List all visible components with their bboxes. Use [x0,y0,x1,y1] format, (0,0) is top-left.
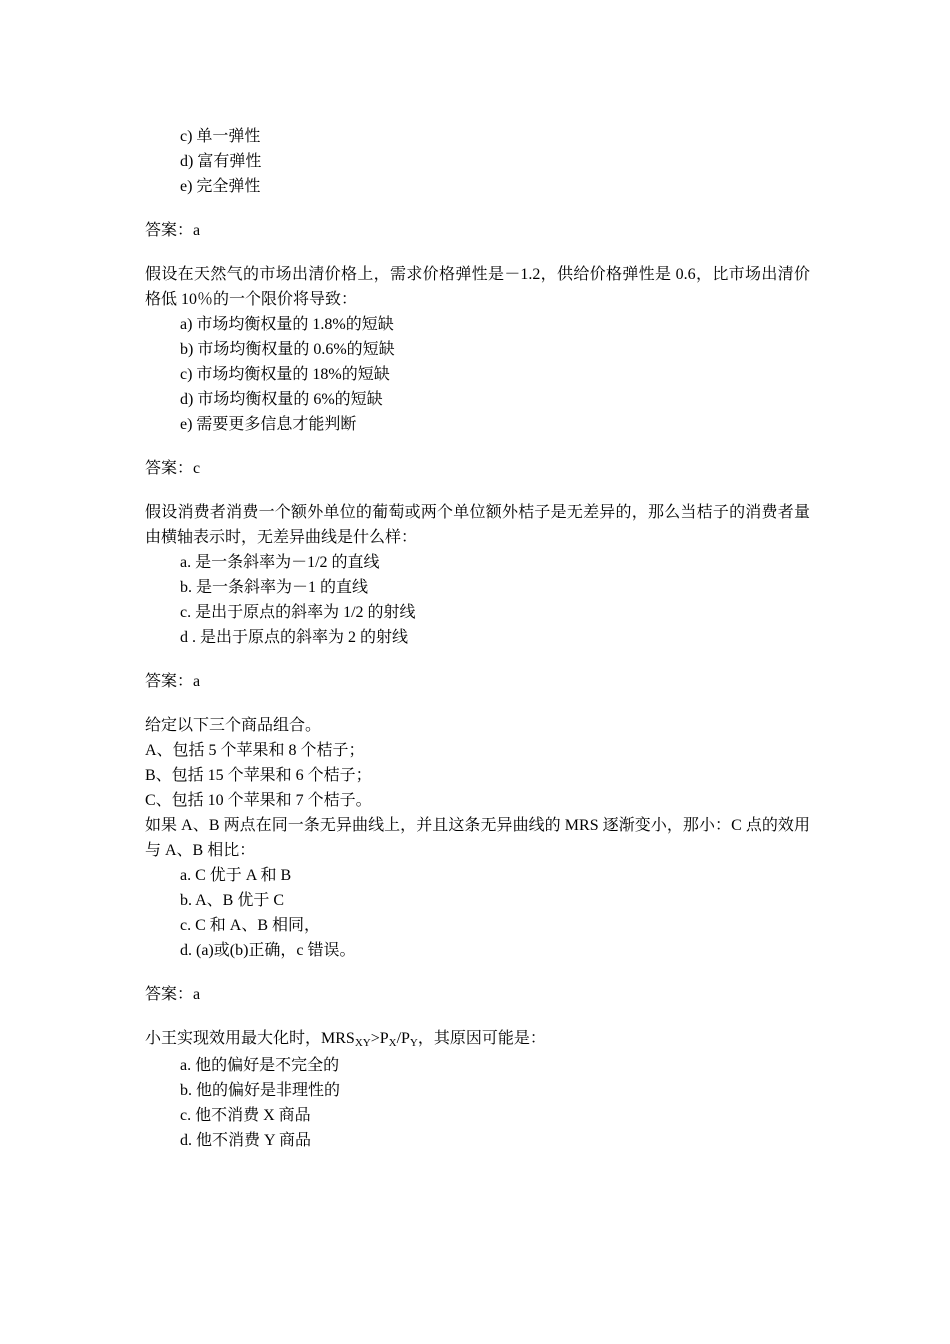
option: e) 需要更多信息才能判断 [180,416,357,433]
subscript: Y [409,1037,418,1049]
option: a. C 优于 A 和 B [180,867,292,884]
option: c) 市场均衡权量的 18%的短缺 [180,366,390,383]
question-text [145,1026,810,1053]
option: c) 单一弹性 [180,128,261,145]
option: a. 是一条斜率为－1/2 的直线 [180,554,380,571]
bundle-line: A、包括 5 个苹果和 8 个桔子； [145,742,365,759]
answer: 答案：a [145,673,201,690]
answer: 答案：c [145,460,201,477]
option: e) 完全弹性 [180,178,261,195]
document-content [145,124,810,1153]
option: d) 市场均衡权量的 6%的短缺 [180,391,383,408]
subscript: X [388,1037,397,1049]
option: a. 他的偏好是不完全的 [180,1057,340,1074]
question-suffix: ，其原因可能是： [417,1030,546,1047]
option: d) 富有弹性 [180,153,262,170]
option: d. (a)或(b)正确，c 错误。 [180,942,356,959]
option: b. 是一条斜率为－1 的直线 [180,579,369,596]
question-text: 假设在天然气的市场出清价格上，需求价格弹性是－1.2，供给价格弹性是 0.6，比市场出清价格低 10％的一个限价将导致： [145,266,810,308]
option: c. C 和 A、B 相同， [180,917,321,934]
question-part: >P [370,1030,389,1047]
option: c. 是出于原点的斜率为 1/2 的射线 [180,604,416,621]
option: d . 是出于原点的斜率为 2 的射线 [180,629,409,646]
answer: 答案：a [145,222,201,239]
option: b) 市场均衡权量的 0.6%的短缺 [180,341,395,358]
option: b. A、B 优于 C [180,892,285,909]
answer: 答案：a [145,986,201,1003]
question-text: 假设消费者消费一个额外单位的葡萄或两个单位额外桔子是无差异的，那么当桔子的消费者量由横轴表示时，无差异曲线是什么样： [145,504,810,546]
option: b. 他的偏好是非理性的 [180,1082,341,1099]
subscript: XY [354,1037,371,1049]
option: a) 市场均衡权量的 1.8%的短缺 [180,316,394,333]
question-prefix: 小王实现效用最大化时，MRS [145,1030,355,1047]
bundle-line: B、包括 15 个苹果和 6 个桔子； [145,767,372,784]
question-text: 如果 A、B 两点在同一条无异曲线上，并且这条无异曲线的 MRS 逐渐变小，那小：C 点的效用与 A、B 相比： [145,817,810,859]
bundle-line: C、包括 10 个苹果和 7 个桔子。 [145,792,372,809]
question-part: /P [396,1030,410,1047]
option: d. 他不消费 Y 商品 [180,1132,311,1149]
option: c. 他不消费 X 商品 [180,1107,311,1124]
question-intro: 给定以下三个商品组合。 [145,717,322,734]
